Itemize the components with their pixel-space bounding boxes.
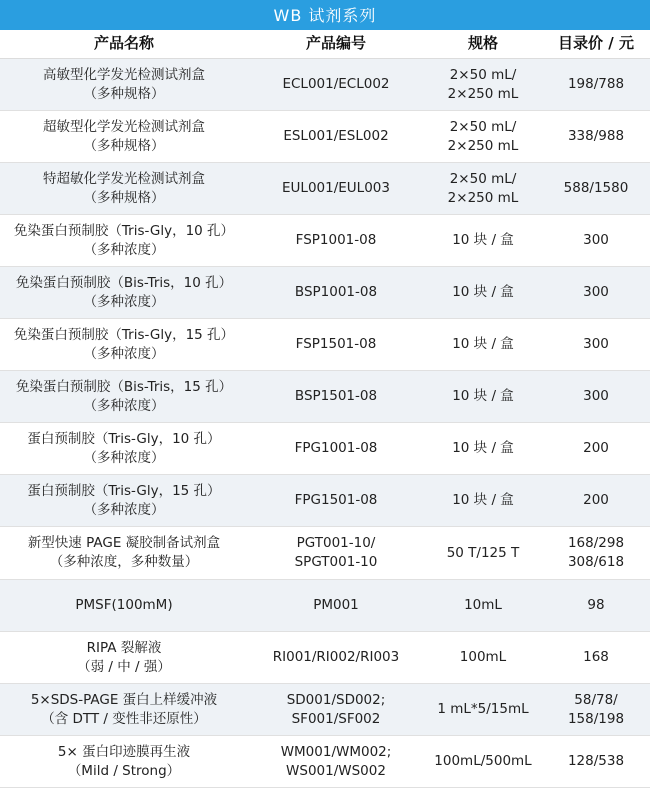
product-price-cell [542, 534, 650, 572]
product-spec-line: 10 块 / 盒 [452, 232, 514, 248]
table-row [0, 527, 650, 580]
product-spec-cell [424, 752, 542, 771]
product-code-line: FPG1001-08 [294, 440, 378, 456]
product-price-line: 300 [583, 284, 609, 300]
product-spec-cell [424, 544, 542, 563]
product-name-line: 蛋白预制胶（Tris-Gly，15 孔） [27, 482, 221, 499]
table-row [0, 423, 650, 475]
product-spec-line: 2×250 mL [447, 85, 519, 102]
product-name-line: PMSF(100mM) [75, 597, 173, 613]
table-row [0, 111, 650, 163]
product-name-cell [0, 274, 248, 312]
product-name-line: （多种浓度） [83, 449, 165, 466]
product-name-cell [0, 378, 248, 416]
product-price-cell [542, 127, 650, 146]
product-code-cell [248, 439, 424, 458]
product-price-cell [542, 596, 650, 615]
product-price-line: 128/538 [567, 753, 625, 769]
product-name-line: （多种规格） [83, 189, 165, 206]
product-code-line: WS001/WS002 [286, 762, 386, 779]
table-row [0, 59, 650, 111]
product-price-line: 338/988 [567, 128, 625, 144]
product-name-cell [0, 534, 248, 572]
product-spec-cell [424, 170, 542, 208]
product-code-cell [248, 387, 424, 406]
product-code-line: BSP1001-08 [294, 284, 378, 300]
product-name-line: 免染蛋白预制胶（Tris-Gly，10 孔） [13, 222, 235, 239]
product-name-line: （多种浓度，多种数量） [49, 554, 199, 570]
product-price-line: 300 [583, 388, 609, 404]
product-name-cell [0, 170, 248, 208]
product-spec-cell [424, 231, 542, 250]
product-name-line: （多种浓度） [83, 501, 165, 518]
product-name-cell [0, 118, 248, 156]
product-spec-cell [424, 283, 542, 302]
product-code-line: FPG1501-08 [294, 492, 378, 508]
product-name-cell [0, 596, 248, 615]
header-price: 目录价 / 元 [558, 34, 634, 53]
product-code-cell [248, 491, 424, 510]
table-row [0, 475, 650, 527]
product-name-line: 蛋白预制胶（Tris-Gly，10 孔） [27, 430, 221, 447]
product-name-line: （含 DTT / 变性非还原性） [41, 710, 207, 727]
header-name: 产品名称 [93, 34, 154, 53]
product-name-line: 免染蛋白预制胶（Bis-Tris，10 孔） [15, 274, 233, 291]
product-spec-line: 10mL [464, 597, 502, 613]
product-name-line: （多种浓度） [83, 345, 165, 362]
product-name-cell [0, 743, 248, 781]
product-code-line: ESL001/ESL002 [283, 128, 389, 144]
header-code: 产品编号 [305, 34, 366, 53]
product-code-cell [248, 534, 424, 572]
product-name-cell [0, 326, 248, 364]
product-price-line: 200 [583, 440, 609, 456]
product-code-line: WM001/WM002; [280, 743, 392, 760]
product-name-line: 5×SDS-PAGE 蛋白上样缓冲液 [30, 691, 218, 708]
product-code-line: PGT001-10/ [296, 535, 376, 551]
product-name-line: （多种浓度） [83, 241, 165, 258]
product-code-cell [248, 648, 424, 667]
product-name-line: 新型快速 PAGE 凝胶制备试剂盒 [27, 535, 221, 551]
product-price-line: 300 [583, 232, 609, 248]
product-name-line: 5× 蛋白印迹膜再生液 [57, 743, 191, 760]
product-code-line: SPGT001-10 [294, 554, 378, 570]
product-code-cell [248, 127, 424, 146]
product-spec-line: 10 块 / 盒 [452, 440, 514, 456]
product-code-line: ECL001/ECL002 [282, 76, 390, 92]
product-spec-line: 2×250 mL [447, 189, 519, 206]
product-spec-line: 10 块 / 盒 [452, 492, 514, 508]
product-spec-line: 10 块 / 盒 [452, 336, 514, 352]
product-name-cell [0, 482, 248, 520]
table-row [0, 267, 650, 319]
product-name-line: （Mild / Strong） [67, 762, 181, 779]
header-spec: 规格 [467, 34, 498, 53]
product-price-cell [542, 648, 650, 667]
product-name-line: 免染蛋白预制胶（Tris-Gly，15 孔） [13, 326, 235, 343]
product-price-line: 168 [583, 649, 609, 665]
product-spec-cell [424, 387, 542, 406]
product-code-line: SD001/SD002; [286, 691, 386, 708]
table-row [0, 163, 650, 215]
product-spec-cell [424, 439, 542, 458]
product-code-cell [248, 283, 424, 302]
product-spec-line: 50 T/125 T [446, 544, 520, 561]
product-price-cell [542, 491, 650, 510]
product-name-cell [0, 639, 248, 677]
product-code-cell [248, 75, 424, 94]
table-header [0, 30, 650, 59]
product-name-line: （弱 / 中 / 强） [77, 658, 171, 675]
product-price-line: 168/298 [567, 535, 625, 551]
product-spec-cell [424, 491, 542, 510]
product-price-line: 300 [583, 336, 609, 352]
product-spec-line: 2×50 mL/ [449, 118, 517, 135]
table-row [0, 632, 650, 684]
product-code-line: SF001/SF002 [291, 710, 381, 727]
product-price-cell [542, 179, 650, 198]
product-name-cell [0, 222, 248, 260]
product-name-cell [0, 691, 248, 729]
product-price-line: 58/78/ [574, 691, 618, 708]
product-code-cell [248, 231, 424, 250]
product-name-line: 免染蛋白预制胶（Bis-Tris，15 孔） [15, 378, 233, 395]
product-name-line: （多种浓度） [83, 397, 165, 414]
product-name-line: 超敏型化学发光检测试剂盒 [43, 118, 205, 135]
product-price-line: 198/788 [567, 76, 625, 92]
product-price-cell [542, 691, 650, 729]
product-price-cell [542, 75, 650, 94]
product-spec-cell [424, 596, 542, 615]
product-price-line: 98 [587, 597, 605, 613]
product-name-line: 特超敏化学发光检测试剂盒 [43, 170, 205, 187]
product-code-line: FSP1501-08 [295, 336, 377, 352]
product-spec-line: 100mL [459, 649, 507, 665]
product-name-cell [0, 430, 248, 468]
product-name-line: RIPA 裂解液 [86, 639, 162, 656]
product-price-cell [542, 231, 650, 250]
product-code-line: RI001/RI002/RI003 [272, 649, 400, 665]
product-price-line: 588/1580 [563, 180, 629, 196]
table-title [0, 0, 650, 30]
product-price-cell [542, 752, 650, 771]
table-row [0, 371, 650, 423]
product-name-line: （多种规格） [83, 85, 165, 102]
product-code-cell [248, 179, 424, 198]
product-price-line: 200 [583, 492, 609, 508]
product-code-cell [248, 596, 424, 615]
product-price-line: 308/618 [567, 554, 625, 570]
product-name-line: （多种浓度） [83, 293, 165, 310]
table-row [0, 580, 650, 632]
product-spec-cell [424, 648, 542, 667]
product-code-line: FSP1001-08 [295, 232, 377, 248]
product-spec-line: 10 块 / 盒 [452, 284, 514, 300]
product-spec-line: 10 块 / 盒 [452, 388, 514, 404]
product-price-line: 158/198 [567, 710, 625, 727]
table-row [0, 736, 650, 788]
product-price-cell [542, 335, 650, 354]
product-spec-cell [424, 66, 542, 104]
product-name-cell [0, 66, 248, 104]
product-code-line: PM001 [313, 597, 359, 613]
product-spec-line: 100mL/500mL [434, 753, 532, 769]
product-spec-cell [424, 118, 542, 156]
product-name-line: 高敏型化学发光检测试剂盒 [43, 66, 205, 83]
product-code-cell [248, 335, 424, 354]
product-spec-cell [424, 700, 542, 719]
product-code-cell [248, 743, 424, 781]
product-price-cell [542, 387, 650, 406]
product-spec-line: 1 mL*5/15mL [437, 701, 529, 717]
product-spec-line: 2×50 mL/ [449, 170, 517, 187]
product-code-cell [248, 691, 424, 729]
product-code-line: BSP1501-08 [294, 388, 378, 404]
table-row [0, 215, 650, 267]
product-price-cell [542, 439, 650, 458]
product-spec-line: 2×50 mL/ [449, 66, 517, 83]
product-spec-cell [424, 335, 542, 354]
product-spec-line: 2×250 mL [447, 137, 519, 154]
product-code-line: EUL001/EUL003 [282, 180, 390, 196]
table-row [0, 684, 650, 736]
product-price-cell [542, 283, 650, 302]
table-title-text: WB 试剂系列 [273, 6, 377, 26]
table-row [0, 319, 650, 371]
table-body [0, 59, 650, 788]
product-name-line: （多种规格） [83, 137, 165, 154]
